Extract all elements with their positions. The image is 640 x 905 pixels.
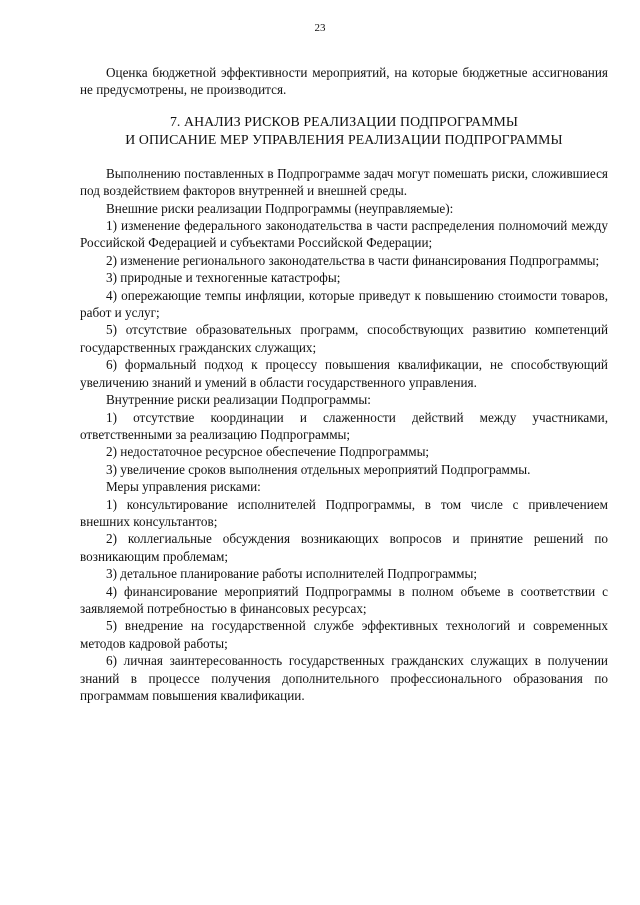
section-heading-line-1: 7. АНАЛИЗ РИСКОВ РЕАЛИЗАЦИИ ПОДПРОГРАММЫ	[169, 113, 519, 129]
internal-risk-item: 2) недостаточное ресурсное обеспечение Подпрограммы;	[106, 444, 430, 460]
external-risks-title: Внешние риски реализации Подпрограммы (неуправляемые):	[106, 200, 454, 216]
intro-paragraph: Оценка бюджетной эффективности мероприятий, на которые бюджетные ассигнования не предусмотрены, не производится.	[80, 65, 608, 98]
external-risk-item: 4) опережающие темпы инфляции, которые приведут к повышению стоимости товаров, работ и услуг;	[80, 287, 608, 321]
internal-risks-title: Внутренние риски реализации Подпрограммы:	[106, 392, 371, 408]
risk-measure-item: 2) коллегиальные обсуждения возникающих вопросов и принятие решений по возникающим проблемам;	[80, 531, 608, 564]
external-risk-item: 6) формальный подход к процессу повышения квалификации, не способствующий увеличению знаний и умений в области государственного управления.	[80, 357, 608, 390]
external-risk-item: 3) природные и техногенные катастрофы;	[106, 270, 341, 286]
external-risk-item: 1) изменение федерального законодательства в части распределения полномочий между Российской Федерацией и субъектами Российской Федерации;	[80, 218, 608, 251]
internal-risk-item: 1) отсутствие координации и слаженности действий между участниками, ответственными за реализацию Подпрограммы;	[80, 409, 608, 442]
risk-measure-item: 1) консультирование исполнителей Подпрограммы, в том числе с привлечением внешних консультантов;	[80, 496, 608, 529]
risk-measure-item: 6) личная заинтересованность государственных гражданских служащих в получении знаний в процессе получения дополнительного профессионального образования по программам повышения квалификации.	[80, 653, 608, 703]
external-risk-item: 5) отсутствие образовательных программ, способствующих развитию компетенций государственных гражданских служащих;	[80, 322, 608, 355]
risk-measure-item: 5) внедрение на государственной службе эффективных технологий и современных методов кадровой работы;	[80, 618, 608, 651]
section-heading	[80, 113, 608, 149]
page-number: 23	[314, 22, 326, 34]
risk-measures-title: Меры управления рисками:	[106, 479, 261, 495]
document-body	[80, 64, 608, 704]
risk-measure-item: 4) финансирование мероприятий Подпрограммы в полном объеме в соответствии с заявляемой потребностью в финансовых ресурсах;	[80, 583, 608, 616]
risk-measure-item: 3) детальное планирование работы исполнителей Подпрограммы;	[106, 566, 478, 582]
internal-risk-item: 3) увеличение сроков выполнения отдельных мероприятий Подпрограммы.	[106, 461, 531, 477]
risk-intro-paragraph: Выполнению поставленных в Подпрограмме задач могут помешать риски, сложившиеся под воздействием факторов внутренней и внешней среды.	[80, 165, 608, 199]
section-heading-line-2: И ОПИСАНИЕ МЕР УПРАВЛЕНИЯ РЕАЛИЗАЦИИ ПОДПРОГРАММЫ	[125, 131, 563, 147]
external-risk-item: 2) изменение регионального законодательства в части финансирования Подпрограммы;	[106, 252, 600, 268]
